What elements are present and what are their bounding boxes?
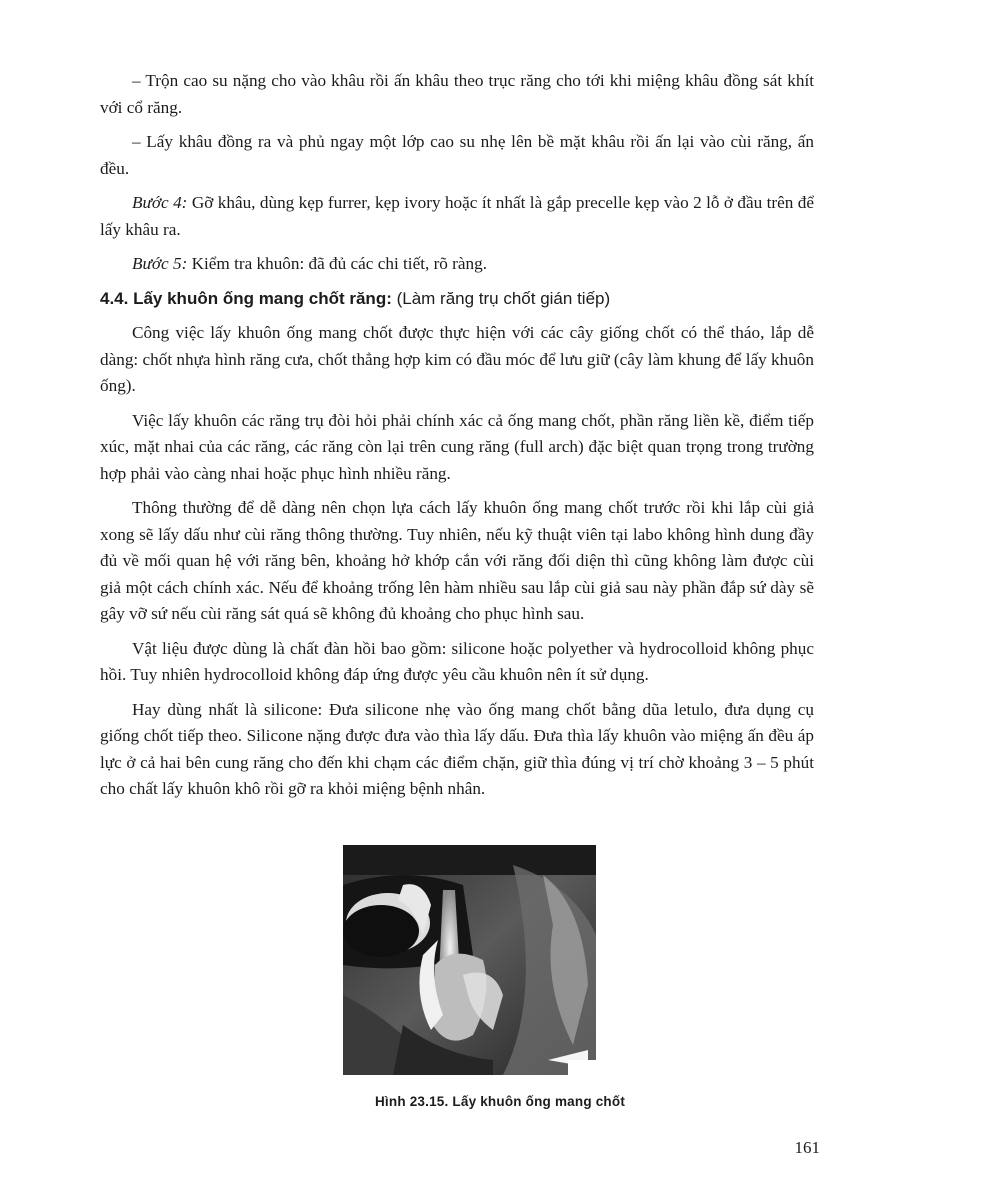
paragraph-materials: Vật liệu được dùng là chất đàn hồi bao gồm: silicone hoặc polyether và hydrocolloid không phục hồi. Tuy nhiên hydrocolloid không đáp ứng được yêu cầu khuôn nên ít sử dụng. — [100, 638, 814, 684]
section-number: 4.4. — [100, 288, 129, 308]
section-title: Lấy khuôn ống mang chốt răng: — [128, 288, 392, 308]
figure-caption: Hình 23.15. Lấy khuôn ống mang chốt — [374, 1094, 626, 1109]
text-column — [100, 68, 814, 803]
paragraph-light-rubber: – Lấy khâu đồng ra và phủ ngay một lớp cao su nhẹ lên bề mặt khâu rồi ấn lại vào cùi răng, ấn đều. — [100, 132, 814, 178]
step-4-text: Gỡ khâu, dùng kẹp furrer, kẹp ivory hoặc ít nhất là gắp precelle kẹp vào 2 lỗ ở đầu trên để lấy khâu ra. — [100, 193, 814, 239]
paragraph-accuracy: Việc lấy khuôn các răng trụ đòi hỏi phải chính xác cả ống mang chốt, phần răng liền kề, điểm tiếp xúc, mặt nhai của các răng, các răng còn lại trên cung răng (full arch) đặc biệt quan trọng trong trường hợp phải vào càng nhai hoặc phục hình nhiều răng. — [100, 410, 814, 483]
step-4-label: Bước 4: — [132, 193, 188, 212]
paragraph-silicone-technique: Hay dùng nhất là silicone: Đưa silicone nhẹ vào ống mang chốt bằng dũa letulo, đưa dụng cụ giống chốt tiếp theo. Silicone nặng được đưa vào thìa lấy dấu. Đưa thìa lấy khuôn vào miệng ấn đều áp lực ở cả hai bên cung răng cho đến khi chạm các điểm chặn, giữ thìa đúng vị trí chờ khoảng 3 – 5 phút cho chất lấy khuôn khô rồi gỡ ra khỏi miệng bệnh nhân. — [100, 699, 814, 798]
figure-photo — [343, 845, 596, 1075]
step-5-label: Bước 5: — [132, 254, 188, 273]
paragraph-step-4 — [100, 190, 814, 243]
impression-photo — [343, 845, 596, 1075]
paragraph-step-5 — [100, 251, 814, 278]
step-5-text: Kiểm tra khuôn: đã đủ các chi tiết, rõ ràng. — [187, 254, 488, 273]
paragraph-heavy-rubber: – Trộn cao su nặng cho vào khâu rồi ấn khâu theo trục răng cho tới khi miệng khâu đồng sát khít với cổ răng. — [100, 71, 814, 117]
section-heading — [100, 286, 814, 313]
page-number: 161 — [794, 1138, 820, 1157]
section-subtitle: (Làm răng trụ chốt gián tiếp) — [391, 288, 611, 308]
paragraph-post-tools: Công việc lấy khuôn ống mang chốt được thực hiện với các cây giống chốt có thể tháo, lắp dễ dàng: chốt nhựa hình răng cưa, chốt thẳng hợp kim có đầu móc để lưu giữ (cây làm khung để lấy khuôn ống). — [100, 323, 814, 395]
paragraph-procedure-order: Thông thường để dễ dàng nên chọn lựa cách lấy khuôn ống mang chốt trước rồi khi lắp cùi giả xong sẽ lấy dấu như cùi răng thông thường. Tuy nhiên, nếu kỹ thuật viên tại labo không hình dung đầy đủ về mối quan hệ với răng bên, khoảng hở khớp cắn với răng đối diện thì cũng không làm được cùi giả một cách chính xác. Nếu để khoảng trống lên hàm nhiều sau lắp cùi giả sau này phần đắp sứ dày sẽ gây vỡ sứ nếu cùi răng sát quá sẽ không đủ khoảng cho phục hình sau. — [100, 498, 814, 623]
